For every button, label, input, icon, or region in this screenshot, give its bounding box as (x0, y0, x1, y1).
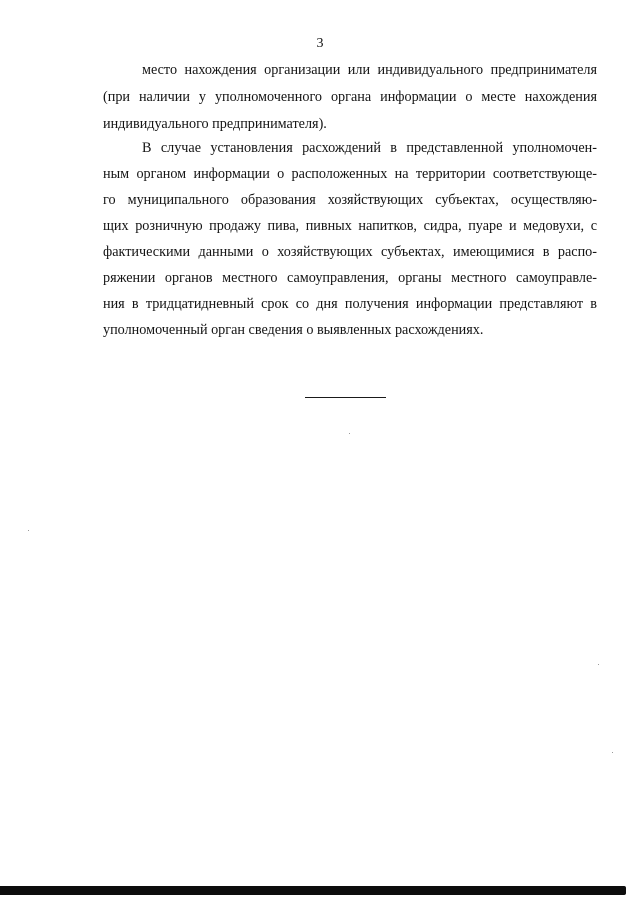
paragraph-2-line-6: ряжении органов местного самоуправления, органы местного самоуправле- (103, 270, 597, 286)
paragraph-2-line-5: фактическими данными о хозяйствующих субъектах, имеющимися в распо- (103, 244, 597, 260)
paragraph-1-line-2: (при наличии у уполномоченного органа информации о месте нахождения (103, 89, 597, 105)
paragraph-2-line-1: В случае установления расхождений в представленной уполномочен- (142, 140, 597, 156)
page-right-margin (626, 0, 640, 905)
paragraph-2-line-2: ным органом информации о расположенных на территории соответствующе- (103, 166, 597, 182)
scan-speck (349, 433, 350, 434)
paragraph-2-line-3: го муниципального образования хозяйствующих субъектах, осуществляю- (103, 192, 597, 208)
paragraph-1-line-3: индивидуального предпринимателя). (103, 116, 327, 132)
paragraph-2-line-8: уполномоченный орган сведения о выявленных расхождениях. (103, 322, 484, 338)
scan-speck (612, 752, 613, 753)
paragraph-2-line-4: щих розничную продажу пива, пивных напитков, сидра, пуаре и медовухи, с (103, 218, 597, 234)
paragraph-1-line-1: место нахождения организации или индивидуального предпринимателя (142, 62, 597, 78)
paragraph-2-line-7: ния в тридцатидневный срок со дня получения информации представляют в (103, 296, 597, 312)
scan-speck (598, 664, 599, 665)
end-separator-line (305, 397, 386, 398)
page-number: 3 (316, 36, 324, 51)
scan-speck (28, 530, 29, 531)
scan-bottom-edge (0, 884, 640, 905)
